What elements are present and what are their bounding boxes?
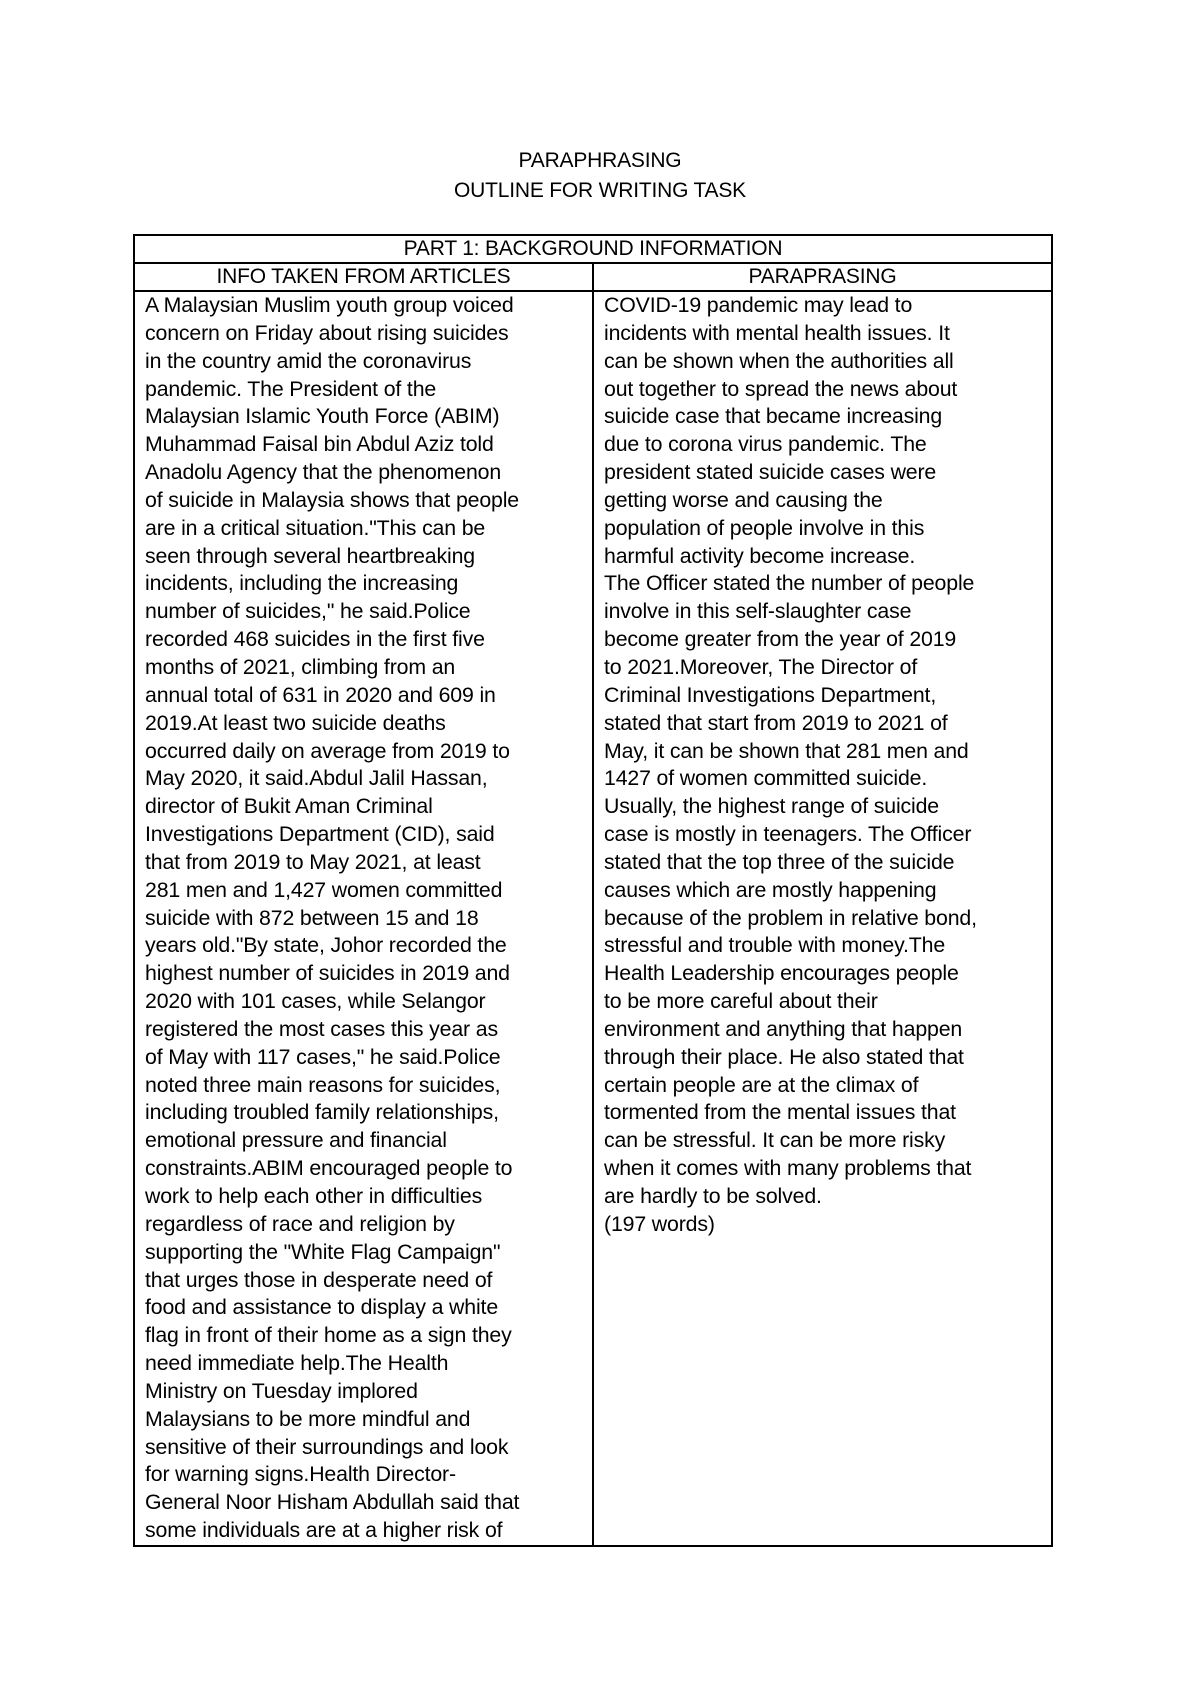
article-text-line: for warning signs.Health Director-: [145, 1462, 456, 1487]
paraphrase-text-line: (197 words): [604, 1211, 715, 1236]
article-text-line: that urges those in desperate need of: [145, 1267, 493, 1292]
column-heading-row: [134, 263, 1052, 291]
article-text-cell: [134, 291, 593, 1546]
article-text-line: number of suicides," he said.Police: [145, 599, 471, 624]
article-text-line: Muhammad Faisal bin Abdul Aziz told: [145, 432, 494, 457]
paraphrase-text-line: Usually, the highest range of suicide: [604, 794, 940, 819]
article-text-line: concern on Friday about rising suicides: [145, 320, 509, 345]
article-text-line: A Malaysian Muslim youth group voiced: [145, 293, 514, 317]
paraphrase-text-line: to be more careful about their: [604, 989, 878, 1014]
article-text-line: Anadolu Agency that the phenomenon: [145, 460, 502, 485]
article-text-line: highest number of suicides in 2019 and: [145, 961, 510, 986]
paraphrase-text-line: population of people involve in this: [604, 515, 925, 540]
article-text-line: incidents, including the increasing: [145, 571, 459, 596]
article-text-line: need immediate help.The Health: [145, 1351, 449, 1376]
article-text-line: some individuals are at a higher risk of: [145, 1518, 503, 1543]
paraphrase-text-line: become greater from the year of 2019: [604, 627, 957, 652]
article-text-line: pandemic. The President of the: [145, 376, 437, 401]
article-text-line: emotional pressure and financial: [145, 1128, 447, 1153]
page-title: PARAPHRASING: [518, 149, 682, 172]
article-text-line: seen through several heartbreaking: [145, 543, 475, 568]
paraphrase-text-line: president stated suicide cases were: [604, 460, 937, 485]
article-text-line: Malaysians to be more mindful and: [145, 1406, 471, 1431]
column-header-articles: INFO TAKEN FROM ARTICLES: [134, 263, 593, 291]
document-header: [0, 146, 1200, 206]
article-text-line: sensitive of their surroundings and look: [145, 1434, 509, 1459]
article-text-line: occurred daily on average from 2019 to: [145, 738, 510, 763]
paraphrase-text-line: suicide case that became increasing: [604, 404, 943, 429]
paraphrase-text-line: tormented from the mental issues that: [604, 1100, 956, 1125]
part-heading: PART 1: BACKGROUND INFORMATION: [134, 235, 1052, 263]
paraphrase-text-line: involve in this self-slaughter case: [604, 599, 912, 624]
paraphrase-text-line: The Officer stated the number of people: [604, 571, 975, 596]
paraphrase-text-line: causes which are mostly happening: [604, 877, 937, 902]
paraphrase-text-line: when it comes with many problems that: [604, 1156, 972, 1181]
paraphrase-text-line: getting worse and causing the: [604, 487, 883, 512]
paraphrase-text-line: through their place. He also stated that: [604, 1044, 964, 1069]
article-text-line: noted three main reasons for suicides,: [145, 1072, 501, 1097]
article-text-line: of May with 117 cases," he said.Police: [145, 1044, 501, 1069]
article-text-line: of suicide in Malaysia shows that people: [145, 487, 520, 512]
article-text-line: suicide with 872 between 15 and 18: [145, 905, 479, 930]
column-header-paraphrasing: PARAPRASING: [593, 263, 1052, 291]
article-text-line: 2020 with 101 cases, while Selangor: [145, 989, 486, 1014]
article-text-line: May 2020, it said.Abdul Jalil Hassan,: [145, 766, 488, 791]
article-text-line: supporting the "White Flag Campaign": [145, 1239, 501, 1264]
paraphrase-text-line: can be shown when the authorities all: [604, 348, 954, 373]
paraphrase-text-cell: [593, 291, 1052, 1546]
paraphrase-text-line: Criminal Investigations Department,: [604, 682, 937, 707]
article-text-line: Ministry on Tuesday implored: [145, 1378, 418, 1403]
article-text-line: are in a critical situation."This can be: [145, 515, 486, 540]
paraphrase-text-line: Health Leadership encourages people: [604, 961, 959, 986]
paraphrase-text-line: because of the problem in relative bond,: [604, 905, 977, 930]
article-text-line: General Noor Hisham Abdullah said that: [145, 1490, 520, 1515]
paraphrase-text-line: stated that the top three of the suicide: [604, 849, 955, 874]
article-text-line: recorded 468 suicides in the first five: [145, 627, 485, 652]
article-text-line: work to help each other in difficulties: [145, 1184, 483, 1208]
article-text-line: years old."By state, Johor recorded the: [145, 933, 507, 958]
paraphrase-text-line: certain people are at the climax of: [604, 1072, 919, 1097]
paraphrase-text-line: to 2021.Moreover, The Director of: [604, 654, 918, 679]
article-text-line: including troubled family relationships,: [145, 1100, 499, 1125]
article-text-line: in the country amid the coronavirus: [145, 348, 472, 373]
page-subtitle: OUTLINE FOR WRITING TASK: [454, 179, 746, 202]
article-text-line: 2019.At least two suicide deaths: [145, 710, 446, 735]
paraphrase-text-line: stressful and trouble with money.The: [604, 933, 946, 958]
article-text-line: months of 2021, climbing from an: [145, 654, 456, 679]
article-text-line: 281 men and 1,427 women committed: [145, 877, 503, 902]
paraphrase-text-line: harmful activity become increase.: [604, 543, 916, 568]
paraphrase-text-line: environment and anything that happen: [604, 1016, 963, 1041]
article-text-line: food and assistance to display a white: [145, 1295, 499, 1320]
article-text-line: annual total of 631 in 2020 and 609 in: [145, 682, 496, 707]
outline-table: [133, 234, 1053, 1547]
paraphrase-text-line: can be stressful. It can be more risky: [604, 1128, 946, 1153]
article-text-line: registered the most cases this year as: [145, 1016, 498, 1041]
paraphrase-text-line: incidents with mental health issues. It: [604, 320, 950, 345]
part-heading-row: [134, 235, 1052, 263]
paraphrase-text-line: due to corona virus pandemic. The: [604, 432, 927, 457]
paraphrase-text-line: COVID-19 pandemic may lead to: [604, 293, 913, 317]
paraphrase-text-line: May, it can be shown that 281 men and: [604, 738, 969, 763]
content-row: [134, 291, 1052, 1546]
paraphrase-text-line: stated that start from 2019 to 2021 of: [604, 710, 948, 735]
article-text-line: director of Bukit Aman Criminal: [145, 794, 433, 819]
paraphrase-text-line: out together to spread the news about: [604, 376, 958, 401]
paraphrase-text-line: are hardly to be solved.: [604, 1184, 822, 1208]
article-text-line: Malaysian Islamic Youth Force (ABIM): [145, 404, 500, 429]
article-text-line: constraints.ABIM encouraged people to: [145, 1156, 513, 1181]
paraphrase-text-line: case is mostly in teenagers. The Officer: [604, 822, 972, 847]
article-text-line: flag in front of their home as a sign they: [145, 1323, 512, 1348]
article-text-line: regardless of race and religion by: [145, 1211, 455, 1236]
article-text-line: Investigations Department (CID), said: [145, 822, 495, 847]
paraphrase-text-line: 1427 of women committed suicide.: [604, 766, 928, 791]
article-text-line: that from 2019 to May 2021, at least: [145, 849, 481, 874]
